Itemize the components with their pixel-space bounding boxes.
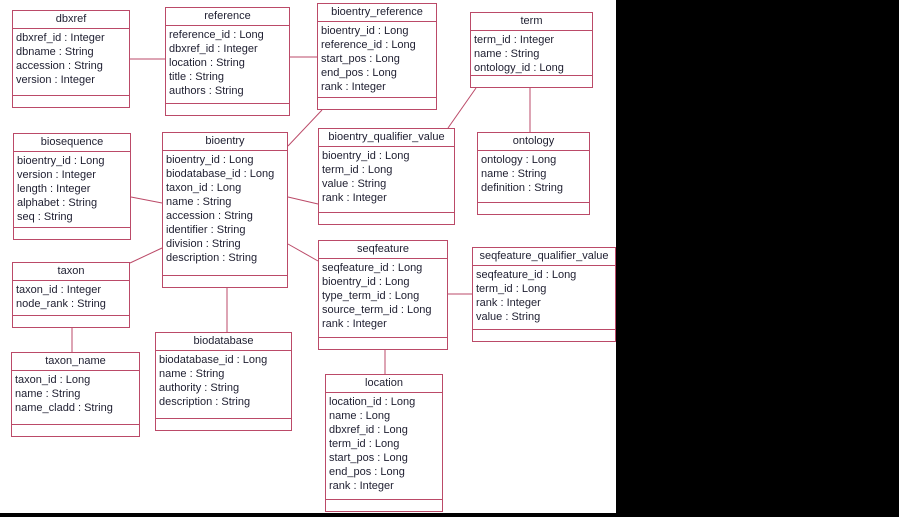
entity-bioentry-reference bbox=[317, 3, 437, 110]
entity-title: ontology bbox=[478, 133, 589, 151]
field: seqfeature_id : Long bbox=[476, 269, 577, 281]
connector-term-bioentry-qualifier-value bbox=[448, 88, 476, 128]
connector-taxon-bioentry bbox=[130, 248, 162, 263]
field: start_pos : Long bbox=[321, 53, 400, 65]
connector-bioentry-seqfeature bbox=[288, 244, 318, 261]
entity-title: bioentry_qualifier_value bbox=[319, 129, 454, 147]
field: biodatabase_id : Long bbox=[166, 168, 275, 180]
field: bioentry_id : Long bbox=[17, 155, 105, 167]
entity-footer bbox=[12, 425, 139, 436]
field: description : String bbox=[159, 396, 251, 408]
entity-fields bbox=[478, 151, 589, 203]
entity-fields bbox=[473, 266, 615, 330]
field: bioentry_id : Long bbox=[321, 25, 409, 37]
entity-footer bbox=[473, 330, 615, 341]
entity-location bbox=[325, 374, 443, 512]
field: location_id : Long bbox=[329, 396, 416, 408]
entity-fields bbox=[14, 152, 130, 228]
field: seq : String bbox=[17, 211, 73, 223]
connector-biosequence-bioentry bbox=[131, 197, 162, 203]
field: term_id : Long bbox=[329, 438, 400, 450]
field: reference_id : Long bbox=[321, 39, 416, 51]
entity-taxon-name bbox=[11, 352, 140, 437]
field: name : String bbox=[166, 196, 232, 208]
entity-fields bbox=[163, 151, 287, 276]
entity-fields bbox=[12, 371, 139, 425]
field: name_cladd : String bbox=[15, 402, 113, 414]
entity-footer bbox=[326, 500, 442, 511]
field: title : String bbox=[169, 71, 225, 83]
field: taxon_id : Long bbox=[166, 182, 242, 194]
entity-reference bbox=[165, 7, 290, 116]
entity-footer bbox=[13, 316, 129, 327]
field: reference_id : Long bbox=[169, 29, 264, 41]
field: authority : String bbox=[159, 382, 240, 394]
field: bioentry_id : Long bbox=[322, 276, 410, 288]
field: taxon_id : Long bbox=[15, 374, 91, 386]
entity-biosequence bbox=[13, 133, 131, 240]
field: name : String bbox=[481, 168, 547, 180]
entity-title: bioentry_reference bbox=[318, 4, 436, 22]
field: alphabet : String bbox=[17, 197, 98, 209]
field: name : String bbox=[15, 388, 81, 400]
entity-dbxref bbox=[12, 10, 130, 108]
field: dbxref_id : Integer bbox=[16, 32, 105, 44]
entity-term bbox=[470, 12, 593, 88]
entity-seqfeature bbox=[318, 240, 448, 350]
entity-footer bbox=[166, 104, 289, 115]
entity-bioentry bbox=[162, 132, 288, 288]
field: start_pos : Long bbox=[329, 452, 408, 464]
field: length : Integer bbox=[17, 183, 91, 195]
field: rank : Integer bbox=[329, 480, 394, 492]
field: source_term_id : Long bbox=[322, 304, 432, 316]
entity-ontology bbox=[477, 132, 590, 215]
entity-fields bbox=[156, 351, 291, 419]
field: accession : String bbox=[16, 60, 103, 72]
entity-title: biosequence bbox=[14, 134, 130, 152]
field: rank : Integer bbox=[321, 81, 386, 93]
field: version : Integer bbox=[17, 169, 96, 181]
entity-fields bbox=[318, 22, 436, 98]
field: bioentry_id : Long bbox=[322, 150, 410, 162]
entity-fields bbox=[319, 147, 454, 213]
entity-title: dbxref bbox=[13, 11, 129, 29]
entity-title: seqfeature bbox=[319, 241, 447, 259]
entity-title: biodatabase bbox=[156, 333, 291, 351]
field: definition : String bbox=[481, 182, 563, 194]
entity-seqfeature-qualifier-value bbox=[472, 247, 616, 342]
black-region-right bbox=[616, 0, 899, 517]
field: value : String bbox=[322, 178, 387, 190]
black-region-bottom bbox=[0, 513, 616, 517]
entity-footer bbox=[471, 76, 592, 87]
entity-fields bbox=[319, 259, 447, 338]
field: name : String bbox=[159, 368, 225, 380]
field: identifier : String bbox=[166, 224, 246, 236]
entity-fields bbox=[326, 393, 442, 500]
entity-fields bbox=[471, 31, 592, 76]
entity-title: reference bbox=[166, 8, 289, 26]
entity-biodatabase bbox=[155, 332, 292, 431]
entity-footer bbox=[163, 276, 287, 287]
field: bioentry_id : Long bbox=[166, 154, 254, 166]
field: division : String bbox=[166, 238, 241, 250]
field: end_pos : Long bbox=[321, 67, 397, 79]
field: ontology_id : Long bbox=[474, 62, 564, 74]
entity-title: seqfeature_qualifier_value bbox=[473, 248, 615, 266]
entity-footer bbox=[318, 98, 436, 109]
entity-footer bbox=[13, 96, 129, 107]
field: rank : Integer bbox=[322, 318, 387, 330]
entity-taxon bbox=[12, 262, 130, 328]
field: location : String bbox=[169, 57, 245, 69]
field: name : String bbox=[474, 48, 540, 60]
field: ontology : Long bbox=[481, 154, 557, 166]
field: dbxref_id : Integer bbox=[169, 43, 258, 55]
field: accession : String bbox=[166, 210, 253, 222]
entity-fields bbox=[13, 281, 129, 316]
entity-title: bioentry bbox=[163, 133, 287, 151]
connector-bioentry-bioentry-qualifier-value bbox=[288, 197, 318, 204]
entity-title: term bbox=[471, 13, 592, 31]
entity-footer bbox=[319, 338, 447, 349]
field: taxon_id : Integer bbox=[16, 284, 102, 296]
connector-bioentry-reference-bioentry bbox=[288, 110, 322, 146]
field: end_pos : Long bbox=[329, 466, 405, 478]
field: term_id : Integer bbox=[474, 34, 555, 46]
field: rank : Integer bbox=[476, 297, 541, 309]
entity-title: taxon bbox=[13, 263, 129, 281]
entity-bioentry-qualifier-value bbox=[318, 128, 455, 225]
entity-footer bbox=[156, 419, 291, 430]
field: type_term_id : Long bbox=[322, 290, 420, 302]
field: authors : String bbox=[169, 85, 244, 97]
entity-fields bbox=[166, 26, 289, 104]
entity-footer bbox=[478, 203, 589, 214]
field: description : String bbox=[166, 252, 258, 264]
field: value : String bbox=[476, 311, 541, 323]
field: rank : Integer bbox=[322, 192, 387, 204]
entity-footer bbox=[319, 213, 454, 224]
field: seqfeature_id : Long bbox=[322, 262, 423, 274]
field: dbname : String bbox=[16, 46, 94, 58]
field: term_id : Long bbox=[322, 164, 393, 176]
field: dbxref_id : Long bbox=[329, 424, 408, 436]
entity-fields bbox=[13, 29, 129, 96]
field: term_id : Long bbox=[476, 283, 547, 295]
field: biodatabase_id : Long bbox=[159, 354, 268, 366]
field: name : Long bbox=[329, 410, 391, 422]
entity-title: location bbox=[326, 375, 442, 393]
entity-footer bbox=[14, 228, 130, 239]
field: node_rank : String bbox=[16, 298, 106, 310]
field: version : Integer bbox=[16, 74, 95, 86]
entity-title: taxon_name bbox=[12, 353, 139, 371]
